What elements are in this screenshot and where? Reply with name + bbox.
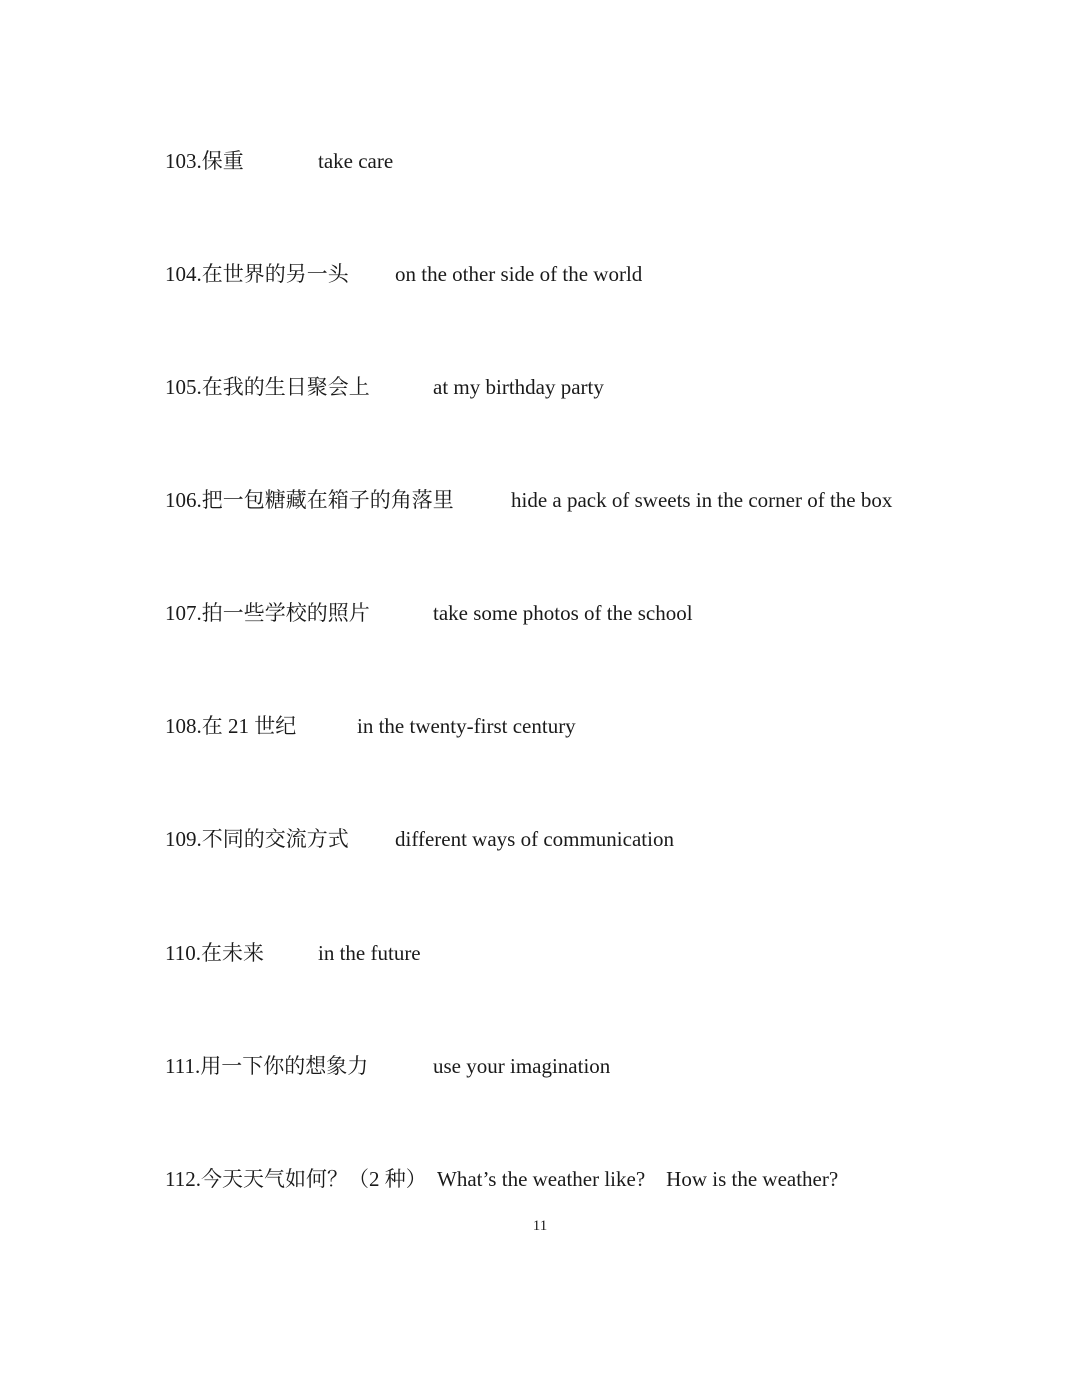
- vocab-entry-105: [165, 373, 604, 401]
- chinese-phrase: 107.拍一些学校的照片: [165, 601, 370, 625]
- english-phrase: take some photos of the school: [433, 601, 693, 625]
- english-phrase: take care: [318, 149, 394, 173]
- chinese-phrase: 112.今天天气如何？（2 种）: [165, 1167, 427, 1191]
- chinese-phrase: 110.在未来: [165, 941, 264, 965]
- vocab-entry-111: [165, 1052, 611, 1080]
- vocab-entry-108: [165, 712, 576, 740]
- chinese-phrase: 109.不同的交流方式: [165, 827, 349, 851]
- english-phrase: hide a pack of sweets in the corner of the box: [511, 488, 893, 512]
- chinese-phrase: 104.在世界的另一头: [165, 262, 349, 286]
- english-phrase: at my birthday party: [433, 375, 604, 399]
- page-number: 11: [532, 1218, 548, 1234]
- english-phrase: on the other side of the world: [395, 262, 643, 286]
- english-phrase: use your imagination: [433, 1054, 611, 1078]
- vocab-entry-107: [165, 599, 693, 627]
- chinese-phrase: 108.在 21 世纪: [165, 714, 297, 738]
- vocab-entry-109: [165, 825, 674, 853]
- vocab-entry-106: [165, 486, 893, 514]
- chinese-phrase: 106.把一包糖藏在箱子的角落里: [165, 488, 454, 512]
- english-phrase: different ways of communication: [395, 827, 674, 851]
- english-phrase: in the future: [318, 941, 421, 965]
- chinese-phrase: 103.保重: [165, 149, 244, 173]
- english-phrase: What’s the weather like? How is the weather?: [437, 1167, 839, 1191]
- vocab-entry-110: [165, 939, 421, 967]
- chinese-phrase: 105.在我的生日聚会上: [165, 375, 370, 399]
- chinese-phrase: 111.用一下你的想象力: [165, 1054, 369, 1078]
- english-phrase: in the twenty-first century: [357, 714, 576, 738]
- vocab-entry-112: [165, 1165, 839, 1193]
- vocab-entry-104: [165, 260, 643, 288]
- vocab-entry-103: [165, 147, 394, 175]
